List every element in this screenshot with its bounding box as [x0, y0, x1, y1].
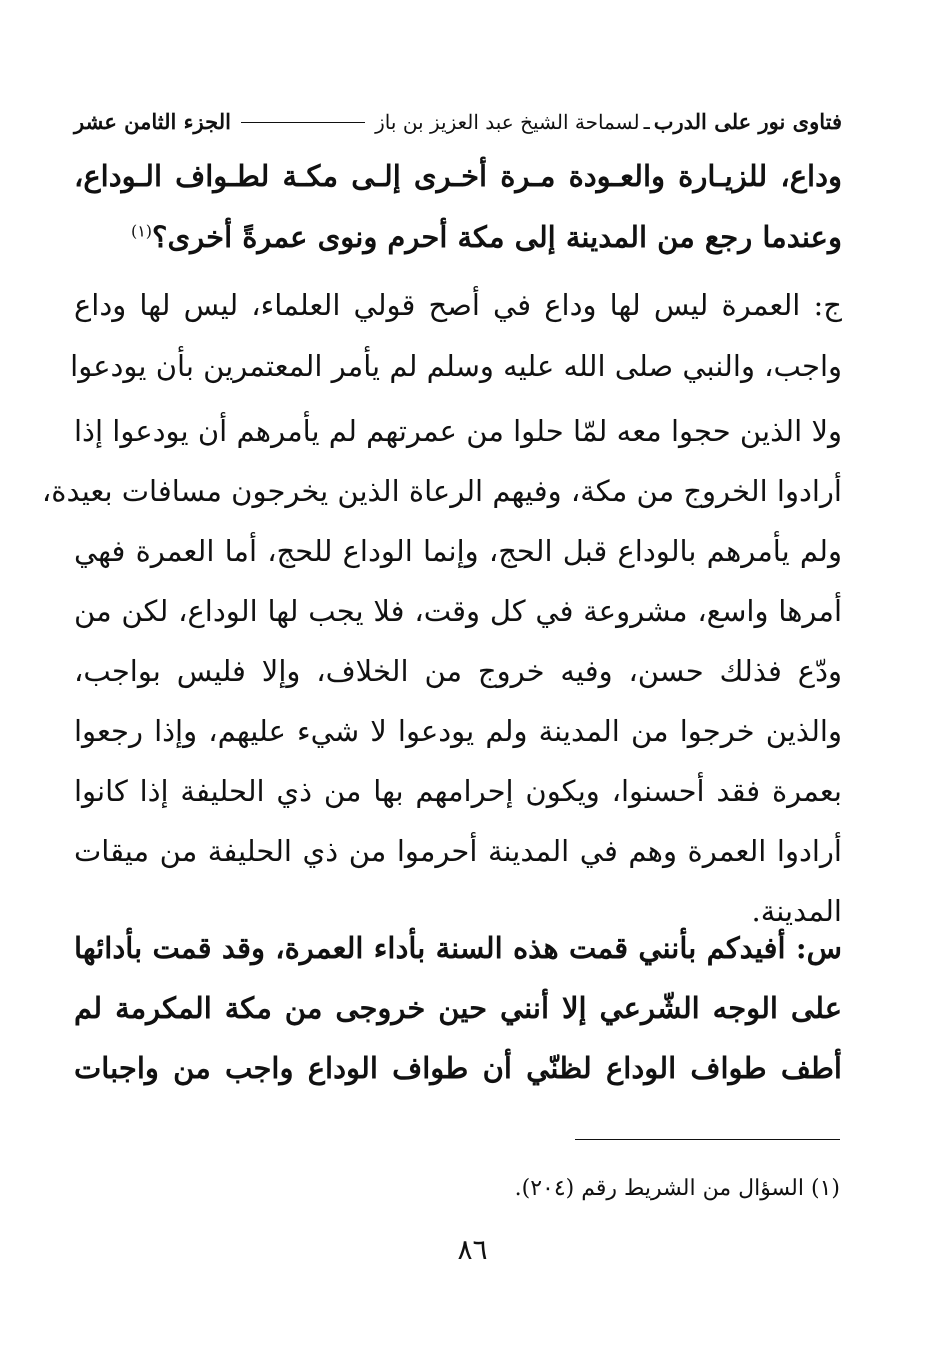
text-line: وداع، للزيـارة والعـودة مـرة أخـرى إلـى مكـة لطـواف الـوداع، [74, 159, 842, 193]
text-line: ودّع فذلك حسن، وفيه خروج من الخلاف، وإلا فليس بواجب، [74, 654, 842, 688]
text-line: أرادوا العمرة وهم في المدينة أحرموا من ذي الحليفة من ميقات [74, 834, 842, 868]
text-line: أمرها واسع، مشروعة في كل وقت، فلا يجب لها الوداع، لكن من [74, 594, 842, 628]
running-header [74, 106, 842, 138]
text-line: واجب، والنبي صلى الله عليه وسلم لم يأمر المعتمرين بأن يودعوا [70, 349, 842, 383]
text-line: على الوجه الشّرعي إلا أنني حين خروجى من مكة المكرمة لم [74, 991, 842, 1025]
text-line: ولا الذين حجوا معه لمّا حلوا من عمرتهم لم يأمرهم أن يودعوا إذا [74, 414, 842, 448]
text-line: بعمرة فقد أحسنوا، ويكون إحرامهم بها من ذي الحليفة إذا كانوا [74, 774, 842, 808]
text-line: والذين خرجوا من المدينة ولم يودعوا لا شيء عليهم، وإذا رجعوا [74, 714, 842, 748]
text-line: س: أفيدكم بأنني قمت هذه السنة بأداء العمرة، وقد قمت بأدائها [74, 931, 842, 965]
footnote: (١) السؤال من الشريط رقم (٢٠٤). [514, 1176, 840, 1201]
text-line-with-footnote [74, 217, 842, 257]
text-line: ولم يأمرهم بالوداع قبل الحج، وإنما الوداع للحج، أما العمرة فهي [74, 534, 842, 568]
footnote-divider [575, 1139, 840, 1140]
question-paragraph [74, 928, 842, 1088]
author-name: لسماحة الشيخ عبد العزيز بن باز [375, 110, 640, 134]
page-number: ٨٦ [457, 1233, 488, 1266]
text-line: أرادوا الخروج من مكة، وفيهم الرعاة الذين يخرجون مسافات بعيدة، [41, 474, 842, 508]
text-line: أطف طواف الوداع لظنّي أن طواف الوداع واجب من واجبات [74, 1051, 842, 1085]
book-title: فتاوى نور على الدرب [653, 109, 842, 134]
text-line: المدينة. [751, 894, 842, 928]
header-rule [241, 122, 365, 123]
text-line-content: وعندما رجع من المدينة إلى مكة أحرم ونوى عمرةً أخرى؟ [152, 220, 842, 254]
text-line: ج: العمرة ليس لها وداع في أصح قولي العلماء، ليس لها وداع [74, 288, 842, 322]
volume-label: الجزء الثامن عشر [74, 109, 231, 134]
header-separator: ـ [643, 110, 650, 134]
footnote-reference: (١) [130, 221, 153, 241]
question-continuation [74, 156, 842, 257]
answer-paragraph [41, 285, 842, 931]
